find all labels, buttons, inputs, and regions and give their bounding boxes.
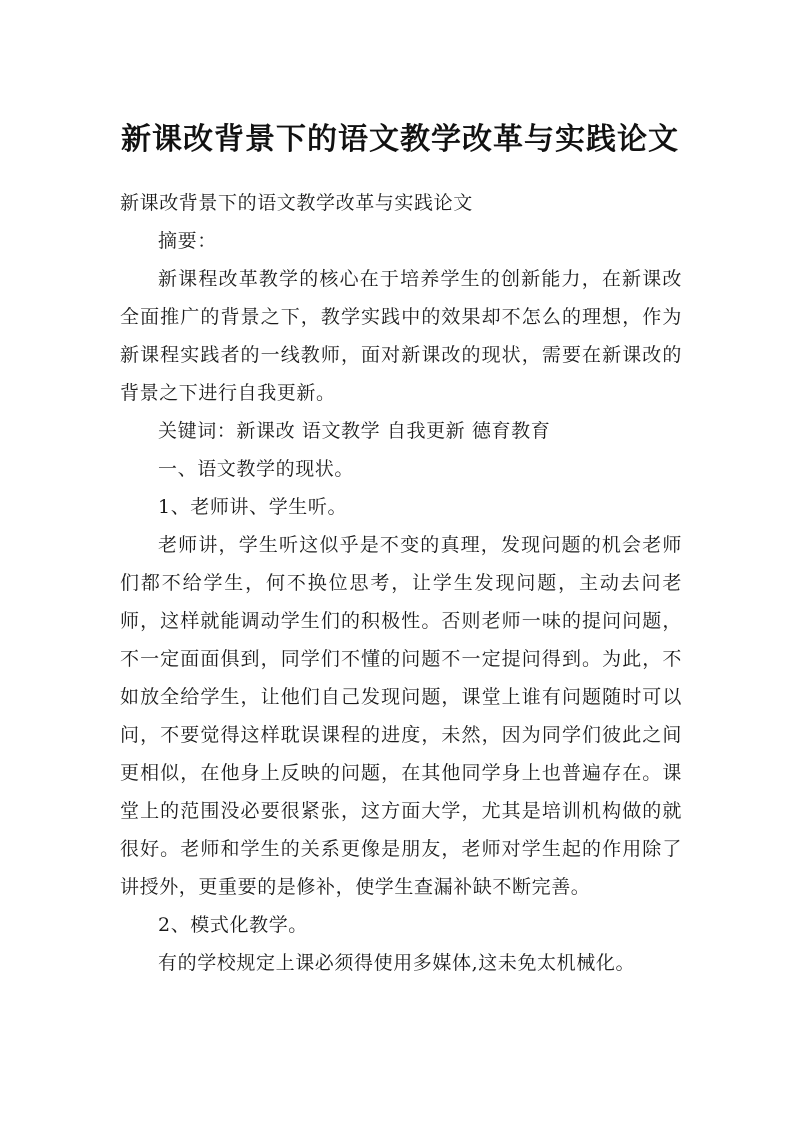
subsection-heading: 2、模式化教学。	[158, 914, 308, 936]
abstract-label: 摘要：	[158, 230, 217, 252]
body-paragraph: 老师讲，学生听这似乎是不变的真理，发现问题的机会老师们都不给学生，何不换位思考，让学生发现问题，主动去问老师，这样就能调动学生们的积极性。否则老师一味的提问问题，不一定面面俱到，同学们不懂的问题不一定提问得到。为此，不如放全给学生，让他们自己发现问题，课堂上谁有问题随时可以问，不要觉得这样耽误课程的进度，未然，因为同学们彼此之间更相似，在他身上反映的问题，在其他同学身上也普遍存在。课堂上的范围没必要很紧张，这方面大学，尤其是培训机构做的就很好。老师和学生的关系更像是朋友，老师对学生起的作用除了讲授外，更重要的是修补，使学生查漏补缺不断完善。	[120, 534, 682, 898]
document-body	[120, 184, 682, 982]
document-title: 新课改背景下的语文教学改革与实践论文	[121, 122, 679, 158]
subsection-heading: 1、老师讲、学生听。	[158, 496, 348, 518]
keywords-line: 关键词：新课改 语文教学 自我更新 德育教育	[158, 420, 551, 442]
body-paragraph: 有的学校规定上课必须得使用多媒体,这未免太机械化。	[158, 952, 636, 974]
body-heading-line: 新课改背景下的语文教学改革与实践论文	[120, 192, 473, 214]
abstract-paragraph: 新课程改革教学的核心在于培养学生的创新能力，在新课改全面推广的背景之下，教学实践中的效果却不怎么的理想，作为新课程实践者的一线教师，面对新课改的现状，需要在新课改的背景之下进行自我更新。	[120, 268, 682, 404]
section-heading: 一、语文教学的现状。	[158, 458, 355, 480]
